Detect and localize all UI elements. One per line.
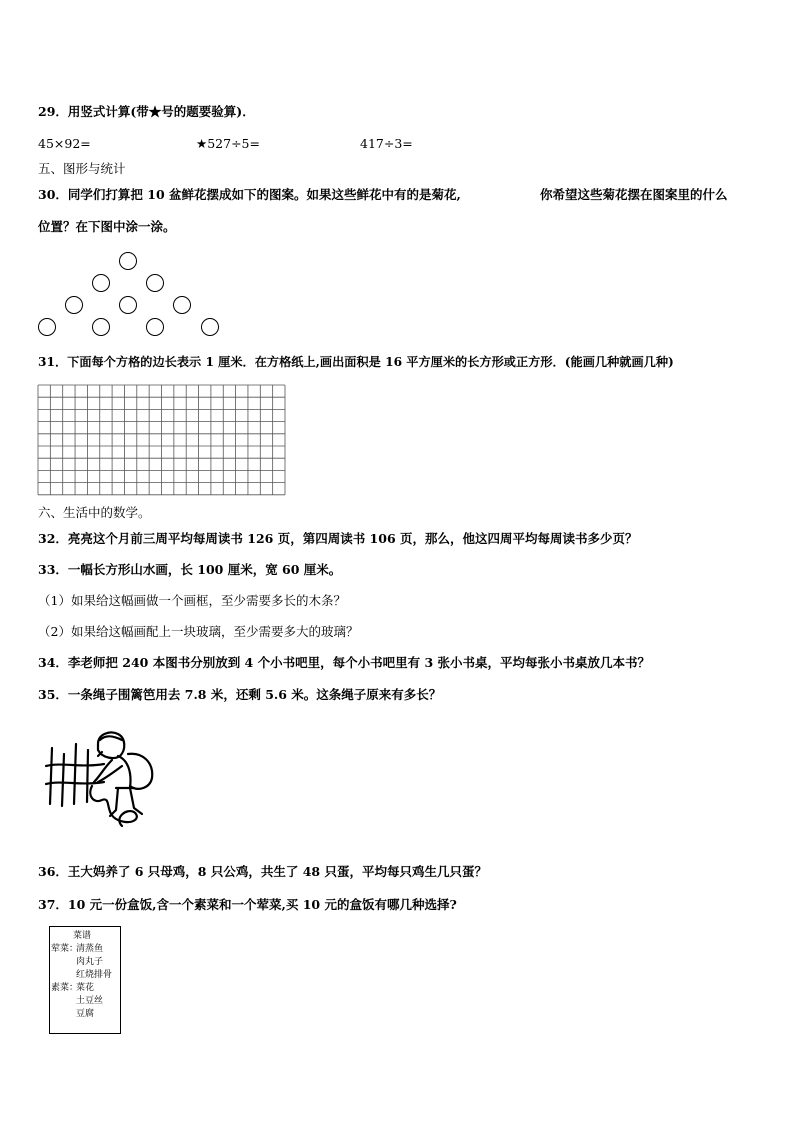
q32-text: 32．亮亮这个月前三周平均每周读书 126 页，第四周读书 106 页，那么，他这四周平均每周读书多少页？ xyxy=(38,531,638,546)
menu-meat-item: 红烧排骨 xyxy=(76,970,113,980)
flower-circle xyxy=(202,319,219,336)
menu-meat-item: 清蒸鱼 xyxy=(76,944,104,954)
section-5-heading: 五、图形与统计 xyxy=(38,161,126,176)
grid-paper[interactable] xyxy=(37,384,287,496)
q35-text: 35．一条绳子围篱笆用去 7.8 米，还剩 5.6 米。这条绳子原来有多长？ xyxy=(38,687,442,702)
menu-veg-item: 菜花 xyxy=(76,983,95,993)
q30-line1a: 30．同学们打算把 10 盆鲜花摆成如下的图案。如果这些鲜花中有的是菊花, xyxy=(38,187,461,202)
q29-title: 29．用竖式计算(带★号的题要验算)． xyxy=(38,104,255,119)
q29-item-3: 417÷3= xyxy=(360,136,413,151)
section-6-heading: 六、生活中的数学。 xyxy=(38,505,151,520)
q30-line1b: 你希望这些菊花摆在图案里的什么 xyxy=(540,187,728,202)
menu-veg-label: 素菜： xyxy=(51,983,79,993)
q37-text: 37．10 元一份盒饭,含一个素菜和一个荤菜,买 10 元的盒饭有哪几种选择? xyxy=(38,897,457,912)
flower-circle xyxy=(93,319,110,336)
q33-text: 33．一幅长方形山水画，长 100 厘米，宽 60 厘米。 xyxy=(38,562,342,577)
q31-text: 31．下面每个方格的边长表示 1 厘米．在方格纸上,画出面积是 16 平方厘米的长方形或正方形．(能画几种就画几种) xyxy=(38,355,674,369)
menu-box xyxy=(49,926,121,1034)
flower-triangle-diagram xyxy=(30,250,230,340)
menu-meat-label: 荤菜： xyxy=(51,944,79,954)
menu-meat-item: 肉丸子 xyxy=(76,957,104,967)
q33-sub1: （1）如果给这幅画做一个画框，至少需要多长的木条？ xyxy=(38,593,346,608)
flower-circle xyxy=(147,275,164,292)
flower-circle xyxy=(39,319,56,336)
flower-circle xyxy=(147,319,164,336)
menu-veg-item: 土豆丝 xyxy=(76,996,104,1006)
q33-sub2: （2）如果给这幅画配上一块玻璃，至少需要多大的玻璃？ xyxy=(38,624,359,639)
menu-veg-item: 豆腐 xyxy=(76,1009,95,1019)
flower-circle xyxy=(120,297,137,314)
q29-item-1: 45×92= xyxy=(38,136,91,151)
flower-circle xyxy=(174,297,191,314)
flower-circle xyxy=(66,297,83,314)
q34-text: 34．李老师把 240 本图书分别放到 4 个小书吧里，每个小书吧里有 3 张小书桌，平均每张小书桌放几本书？ xyxy=(38,655,650,670)
q36-text: 36．王大妈养了 6 只母鸡，8 只公鸡，共生了 48 只蛋，平均每只鸡生几只蛋？ xyxy=(38,864,487,879)
boy-fence-illustration xyxy=(42,726,172,836)
q30-line2: 位置？在下图中涂一涂。 xyxy=(38,219,176,234)
menu-title: 菜谱 xyxy=(73,931,92,941)
flower-circle xyxy=(120,253,137,270)
q29-item-2: ★527÷5= xyxy=(196,136,260,151)
flower-circle xyxy=(93,275,110,292)
